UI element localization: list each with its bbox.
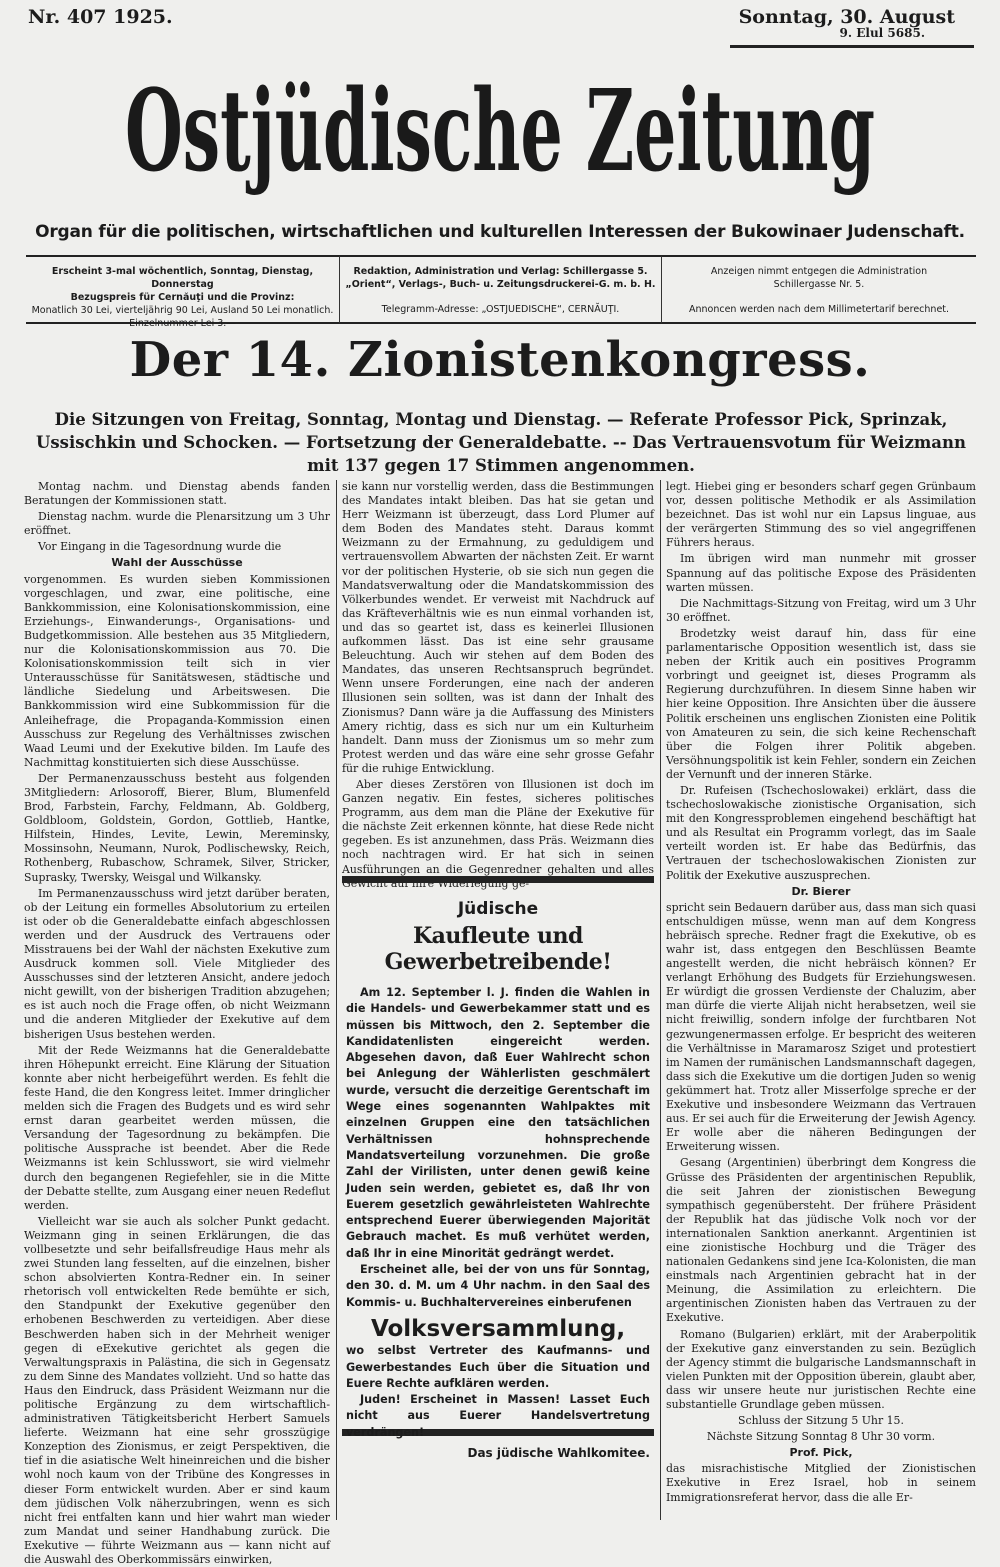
paragraph: Mit der Rede Weizmanns hat die Generaldebatte ihren Höhepunkt erreicht. Eine Klärung der Situation konnte aber nicht herbeigeführt werden. Es fehlt die feste Hand, die den Kongress leitet. Immer dringlicher melden sich die Fragen des Budgets und es wird sehr ernst daran gearbeitet werden müssen, die Versandung der Tagesordnung zu bekämpfen. Die politische Aussprache ist beendet. Aber die Rede Weizmanns ist kein Schlusswort, sie wird vielmehr durch den begangenen Regiefehler, sie in die Mitte der Debatte stellte, zum Ausgang einer neuen Redeflut werden. <box>24 1043 330 1212</box>
paragraph: Vielleicht war sie auch als solcher Punkt gedacht. Weizmann ging in seinen Erklärungen, die das vollbesetzte und sehr beifallsfreudige Haus mehr als zwei Stunden lang fesselten, auf die einzelnen, bisher schon absolvierten Kontra-Redner ein. In seiner rhetorisch voll entwickelten Rede bemühte er sich, den Standpunkt der Exekutive gegenüber den erhobenen Beschwerden zu verteidigen. Aber diese Beschwerden haben sich in der Mehrheit weniger gegen di eExekutive gerichtet als gegen die Verwaltungspraxis in Palästina, die sich in Gegensatz zu dem Sinne des Mandates vollzieht. Und so hatte das Haus den Eindruck, dass Präsident Weizmann nur die politische Ergänzung zu dem wirtschaftlich-administrativen Tätigkeitsbericht Herbert Samuels lieferte. Weizmann hat eine sehr grosszügige Konzeption des Zionismus, er zeigt Perspektiven, die tief in die asiatische Welt hineinreichen und die bisher wohl noch kaum von der Tribüne des Kongresses in dieser Form entwickelt wurden. Aber er sind kaum dem jüdischen Volk näherzubringen, wenn es sich nicht frei entfalten kann und hier wahrt man wieder zum Mandat und seiner Handhabung zurück. Die Exekutive — führte Weizmann aus — kann nicht auf die Auswahl des Oberkommissärs einwirken, <box>24 1214 330 1567</box>
subheading: Prof. Pick, <box>789 1446 853 1460</box>
paragraph: Dr. Rufeisen (Tschechoslowakei) erklärt, dass die tschechoslowakische zionistische Organisation, sich mit den Kongressproblemen eingehend beschäftigt hat und als Resultat ein Programm vorlegt, das im Saale verteilt worden ist. Er habe das Bedürfnis, das Vertrauen der tschechoslowakischen Zionisten zur Politik der Exekutive auszusprechen. <box>666 783 976 882</box>
ad-signature: Das jüdische Wahlkomitee. <box>467 1446 650 1461</box>
info-editorial-address: Redaktion, Administration und Verlag: Schillergasse 5. <box>353 266 648 277</box>
article-column-2 <box>342 480 654 890</box>
paragraph: legt. Hiebei ging er besonders scharf gegen Grünbaum vor, dessen politische Methodik er als Assimilation bezeichnet. Das ist wohl nur ein Lapsus linguae, aus der verärgerten Stimmung des so viel angegriffenen Führers heraus. <box>666 480 976 550</box>
article-headline: Der 14. Zionistenkongress. <box>129 332 871 388</box>
ad-paragraph: wo selbst Vertreter des Kaufmanns- und Gewerbestandes Euch über die Situation und Euere Rechte aufklären werden. <box>346 1344 650 1390</box>
ad-body <box>346 985 650 1461</box>
paragraph: das misrachistische Mitglied der Zionistischen Exekutive in Erez Israel, hob in seinem Immigrationsreferat hervor, dass die alle Er- <box>666 1462 976 1504</box>
paragraph: Im übrigen wird man nunmehr mit grosser Spannung auf das politische Expose des Präsidenten warten müssen. <box>666 552 976 594</box>
ad-meeting-title: Volksversammlung, <box>370 1315 626 1342</box>
info-ads-accept: Anzeigen nimmt entgegen die Administration <box>710 266 928 277</box>
paragraph: Vor Eingang in die Tagesordnung wurde die <box>38 540 282 554</box>
info-telegram: Telegramm-Adresse: „OSTJUEDISCHE“, CERNĂUŢI. <box>381 304 620 315</box>
next-session: Nächste Sitzung Sonntag 8 Uhr 30 vorm. <box>706 1430 936 1444</box>
masthead-subtitle: Organ für die politischen, wirtschaftlichen und kulturellen Interessen der Bukowinaer Judenschaft. <box>35 222 965 242</box>
paragraph: Brodetzky weist darauf hin, dass für eine parlamentarische Opposition wesentlich ist, dass sie neben der Kritik auch ein positives Programm vorbringt und geeignet ist, dieses Programm als Regierung durchzuführen. In diesem Sinne haben wir hier keine Opposition. Ihre Ansichten über die äussere Politik erscheinen uns englischen Zionisten eine Politik von Amateuren zu sein, die sich keine Rechenschaft über die Folgen ihrer Politik abgeben. Versöhnungspolitik ist kein Fehler, sondern ein Zeichen der Vernunft und der inneren Stärke. <box>666 626 976 781</box>
paragraph: Die Nachmittags-Sitzung von Freitag, wird um 3 Uhr 30 eröffnet. <box>666 596 976 624</box>
column-divider <box>660 480 661 1520</box>
article-column-1 <box>24 480 330 1567</box>
info-prices: Monatlich 30 Lei, vierteljährig 90 Lei, Ausland 50 Lei monatlich. <box>31 305 334 316</box>
ad-paragraph: Erscheinet alle, bei der von uns für Sonntag, den 30. d. M. um 4 Uhr nachm. in den Saal des Kommis- u. Buchhaltervereines einberufenen <box>346 1263 650 1309</box>
ad-paragraph: Am 12. September l. J. finden die Wahlen in die Handels- und Gewerbekammer statt und es müssen bis Mittwoch, den 2. September die Kandidatenlisten eingereicht werden. Abgesehen davon, daß Euer Wahlrecht schon bei Anlegung der Wählerlisten geschmälert wurde, versucht die derzeitige Gerentschaft im Wege eines sogenannten Wahlpaktes mit einzelnen Gruppen eine den tatsächlichen Verhältnissen hohnsprechende Mandatsverteilung vorzunehmen. Die große Zahl der Virilisten, unter denen gewiß keine Juden sein werden, gebietet es, daß Ihr von Euerem gesetzlich gewährleisteten Wahlrechte entsprechend Euerer überwiegenden Majorität Gebrauch machet. Es muß verhütet werden, daß Ihr in eine Minorität gedrängt werdet. <box>346 986 650 1260</box>
subheading: Wahl der Ausschüsse <box>111 556 243 570</box>
paragraph: Gesang (Argentinien) überbringt dem Kongress die Grüsse des Präsidenten der argentinischen Republik, die seit Jahren der zionistischen Bewegung sympathisch gegenübersteht. Der frühere Präsident der Republik hat das jüdische Volk noch vor der internationalen Sanktion anerkannt. Argentinien ist eine zionistische Hochburg und die Träger des nationalen Gedankens sind jene Ica-Kolonisten, die man einstmals nach Argentinien gebracht hat in der Meinung, die Assimilation zu erleichtern. Die argentinischen Zionisten haben das Vertrauen zu der Exekutive. <box>666 1156 976 1325</box>
issue-number: Nr. 407 1925. <box>28 6 173 28</box>
paragraph: Montag nachm. und Dienstag abends fanden Beratungen der Kommissionen statt. <box>24 480 330 508</box>
info-ads-tariff: Annoncen werden nach dem Millimetertarif berechnet. <box>688 304 950 315</box>
hebrew-date: 9. Elul 5685. <box>839 26 925 40</box>
paragraph: Aber dieses Zerstören von Illusionen ist doch im Ganzen negativ. Ein festes, sicheres politisches Programm, aus dem man die Pläne der Exekutive für die nächste Zeit erkennen könnte, hat diese Rede nicht gegeben. Es ist anzunehmen, dass Präs. Weizmann dies noch nachtragen wird. Er hat sich in seinen Ausführungen an die Gegenredner gehalten und alles Gewicht auf ihre Widerlegung ge- <box>342 777 654 890</box>
ad-paragraph: Juden! Erscheinet in Massen! Lasset Euch nicht aus Euerer Handelsvertretung verdrängen! <box>346 1393 650 1439</box>
info-publisher: „Orient“, Verlags-, Buch- u. Zeitungsdruckerei-G. m. b. H. <box>345 279 656 290</box>
advert-info <box>662 255 976 324</box>
subheading: Dr. Bierer <box>791 884 851 898</box>
paragraph: spricht sein Bedauern darüber aus, dass man sich quasi entschuldigen müsse, wenn man auf dem Kongress hebräisch spreche. Redner fragt die Exekutive, ob es wahr ist, dass entgegen den Beschlüssen Beamte angestellt werden, die nicht hebräisch können? Er verlangt Erhöhung des Budgets für Erziehungswesen. Er würdigt die grossen Verdienste der Chaluzim, aber man dürfe die vierte Alijah nicht herabsetzen, weil sie nicht freiwillig, sondern infolge der furchtbaren Not gezwungenermassen erfolge. Er bespricht des weiteren die Verhältnisse in Maramarosz Sziget und protestiert im Namen der rumänischen Landsmannschaft dagegen, dass sich die Exekutive um die dortigen Juden so wenig gekümmert hat. Trotz aller Misserfolge spreche er der Exekutive und insbesondere Weizmann das Vertrauen aus. Er sei auch für die Erweiterung der Jewish Agency. Er wolle aber die näheren Bedingungen der Erweiterung wissen. <box>666 900 976 1154</box>
session-end: Schluss der Sitzung 5 Uhr 15. <box>738 1414 904 1428</box>
article-column-3 <box>666 480 976 1520</box>
masthead <box>120 52 880 202</box>
info-frequency: Erscheint 3-mal wöchentlich, Sonntag, Dienstag, Donnerstag <box>51 266 314 290</box>
date-text: Sonntag, 30. August <box>738 6 955 28</box>
info-ads-address: Schillergasse Nr. 5. <box>773 279 865 290</box>
article-deck: Die Sitzungen von Freitag, Sonntag, Montag und Dienstag. — Referate Professor Pick, Sprinzak, Ussischkin und Schocken. — Fortsetzung der Generaldebatte. -- Das Vertrauensvotum für Weizmann mit 137 gegen 17 Stimmen angenommen. <box>36 410 966 475</box>
election-advertisement <box>342 876 654 1461</box>
ad-title-large: Kaufleute und Gewerbetreibende! <box>384 923 612 975</box>
top-rule <box>730 45 974 48</box>
paragraph: Dienstag nachm. wurde die Plenarsitzung um 3 Uhr eröffnet. <box>24 510 330 538</box>
paragraph: Im Permanenzausschuss wird jetzt darüber beraten, ob der Leitung ein formelles Absolutorium zu erteilen ist oder ob die Generaldebatte einfach abgeschlossen werden und der Ausdruck des Vertrauens oder Misstrauens bei der Wahl der nächsten Exekutive zum Ausdruck kommen soll. Viele Mitglieder des Ausschusses sind der letzteren Ansicht, andere jedoch nicht gewillt, von der bisherigen Tradition abzugehen; es ist auch noch die Frage offen, ob nicht Weizmann und die anderen Mitglieder der Exekutive auf dem bisherigen Usus bestehen werden. <box>24 886 330 1041</box>
paragraph: Der Permanenzausschuss besteht aus folgenden 3Mitgliedern: Arlosoroff, Bierer, Blum, Blumenfeld Brod, Farbstein, Farchy, Feldmann, Ab. Goldberg, Goldbloom, Goldstein, Gordon, Gottlieb, Hantke, Hilfstein, Hindes, Levite, Lewin, Mereminsky, Mossinsohn, Neumann, Nurok, Podlischewsky, Reich, Rothenberg, Rubaschow, Schramek, Silver, Stricker, Suprasky, Twersky, Weisgal und Wilkansky. <box>24 771 330 884</box>
masthead-logo <box>120 52 880 202</box>
masthead-title: Ostjüdische Zeitung <box>125 66 875 197</box>
editorial-info <box>340 255 662 324</box>
column-divider <box>336 480 337 1520</box>
paragraph: Romano (Bulgarien) erklärt, mit der Araberpolitik der Exekutive ganz einverstanden zu sein. Bezüglich der Agency stimmt die bulgarische Landsmannschaft in vielen Punkten mit der Opposition überein, glaubt aber, dass wir unsere heute nur juristischen Rechte eine substantielle Grundlage geben müssen. <box>666 1327 976 1411</box>
info-single-price: Einzelnummer Lei 3.— <box>129 318 236 329</box>
issue-date <box>739 6 955 40</box>
info-price-heading: Bezugspreis für Cernăuţi und die Provinz: <box>70 292 295 303</box>
ad-title-small: Jüdische <box>457 899 539 919</box>
subscription-info <box>26 255 340 329</box>
paragraph: vorgenommen. Es wurden sieben Kommissionen vorgeschlagen, und zwar, eine politische, eine Bankkommission, eine Kolonisationskommission, eine Erziehungs-, Einwanderungs-, Organisations- und Budgetkommission. Alle bestehen aus 35 Mitgliedern, nur die Kolonisationskommission aus 70. Die Kolonisationskommission teilt sich in vier Unterausschüsse für Sanitätswesen, städtische und ländliche Siedelung und Arbeitswesen. Die Bankkommission wird eine Subkommission für die Anleihefrage, die Propaganda-Kommission einen Ausschuss zur Regelung des Verhältnisses zwischen Waad Leumi und der Exekutive bilden. Im Laufe des Nachmittag konstituierten sich diese Ausschüsse. <box>24 572 330 769</box>
paragraph: sie kann nur vorstellig werden, dass die Bestimmungen des Mandates intakt bleiben. Das hat sie getan und Herr Weizmann ist überzeugt, dass Lord Plumer auf dem Boden des Mandates steht. Daraus kommt Weizmann zu der Ermahnung, zu geduldigem und vertrauensvollem Abwarten der nächsten Zeit. Er warnt vor der politischen Hysterie, ob sie sich nun gegen die Mandatsverwaltung oder die Mandatskommission des Völkerbundes wendet. Er verweist mit Nachdruck auf das Kräfteverhältnis wie es nun einmal vorhanden ist, und das so geartet ist, dass es keinerlei Illusionen aufkommen lässt. Das ist eine sehr grausame Beleuchtung. Auch wir stehen auf dem Boden des Mandates, das unseren Rechtsanspruch begründet. Wenn unsere Forderungen, eine nach der anderen Illusionen sein sollten, was ist dann der Inhalt des Zionismus? Dann wäre ja die Auffassung des Ministers Amery richtig, dass es sich nur um ein Kulturheim handelt. Dann muss der Zionismus um so mehr zum Protest werden und das wäre eine sehr grosse Gefahr für die ruhige Entwicklung. <box>342 480 654 775</box>
